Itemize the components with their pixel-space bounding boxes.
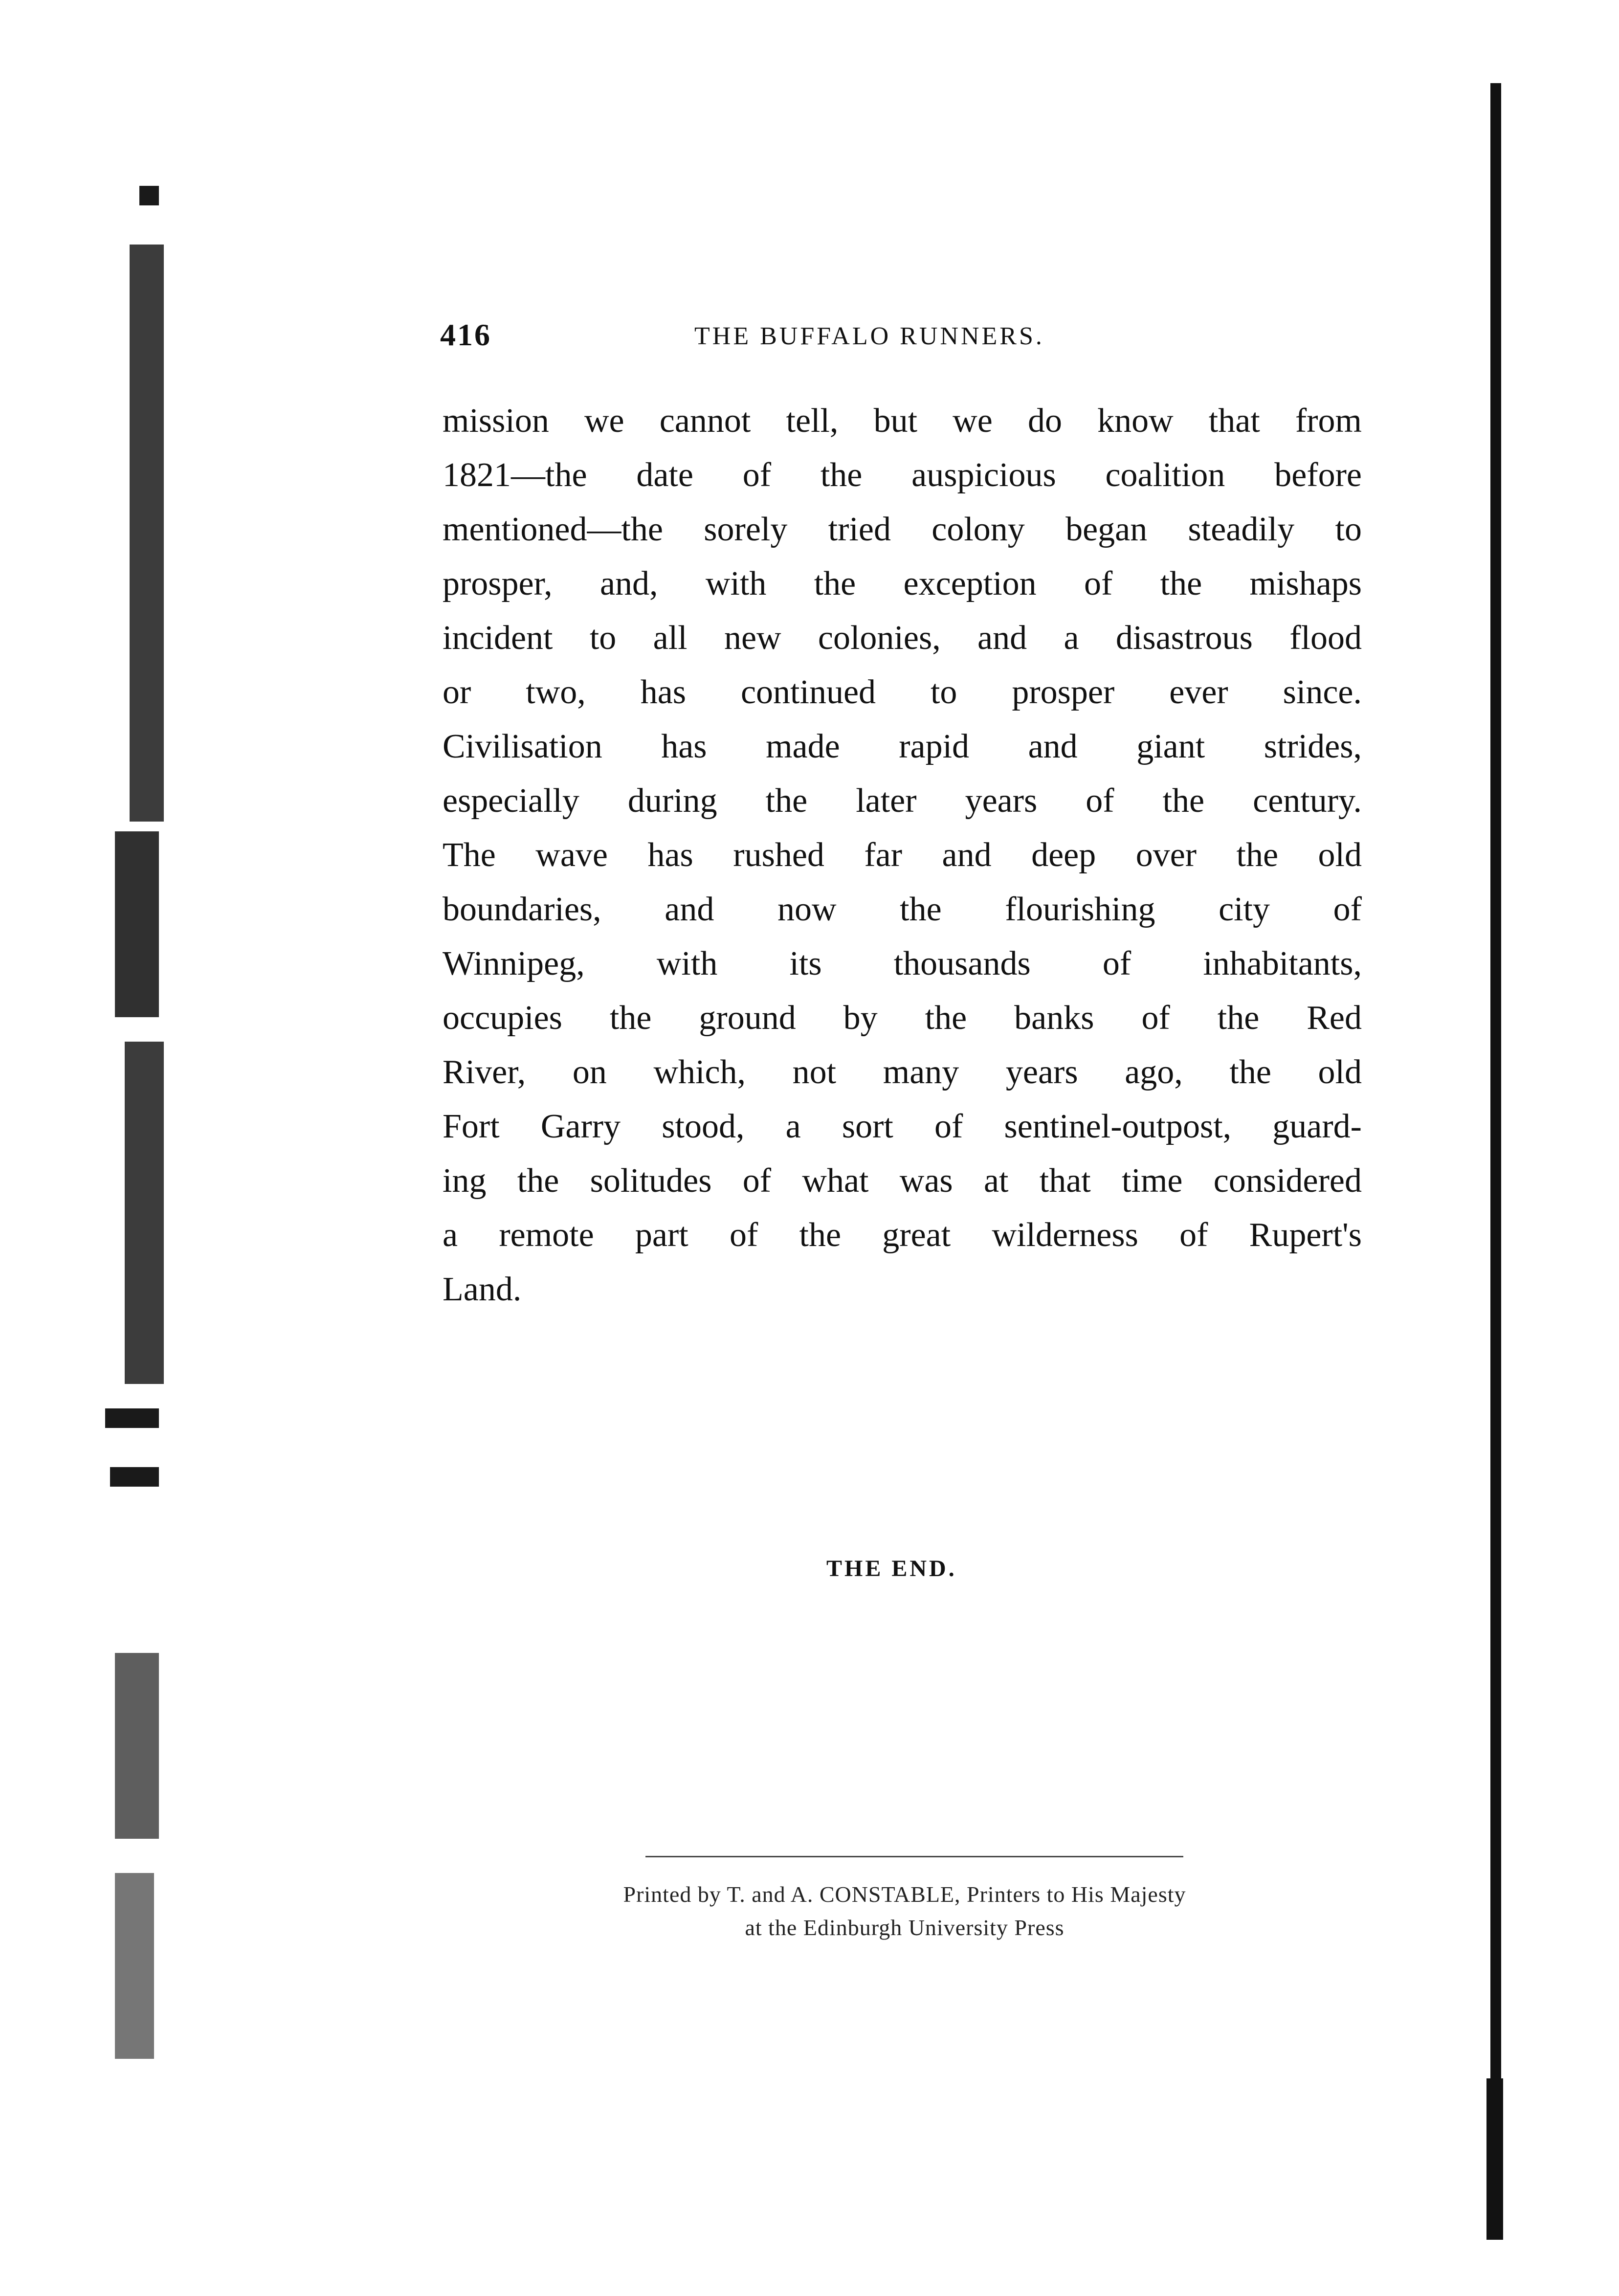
text-line: ing the solitudes of what was at that time considered bbox=[443, 1162, 1362, 1200]
text-line: Civilisation has made rapid and giant strides, bbox=[443, 728, 1362, 765]
running-title: THE BUFFALO RUNNERS. bbox=[694, 322, 1044, 350]
printer-line-2: at the Edinburgh University Press bbox=[745, 1915, 1065, 1940]
text-line: 1821—the date of the auspicious coalition before bbox=[443, 456, 1362, 494]
text-line: a remote part of the great wilderness of Rupert's bbox=[443, 1216, 1362, 1254]
the-end: THE END. bbox=[826, 1556, 957, 1582]
text-line: Land. bbox=[443, 1271, 522, 1308]
text-line: Winnipeg, with its thousands of inhabitants, bbox=[443, 945, 1362, 982]
page-number: 416 bbox=[440, 317, 491, 352]
body-text bbox=[443, 394, 1362, 1316]
text-line: or two, has continued to prosper ever since. bbox=[443, 673, 1362, 711]
text-line: The wave has rushed far and deep over the old bbox=[443, 836, 1362, 874]
text-line: mission we cannot tell, but we do know that from bbox=[443, 402, 1362, 440]
text-line: boundaries, and now the flourishing city of bbox=[443, 891, 1362, 928]
right-scan-edge bbox=[1481, 83, 1510, 2240]
printer-line-1: Printed by T. and A. CONSTABLE, Printers to His Majesty bbox=[623, 1882, 1186, 1907]
running-head bbox=[440, 317, 1359, 361]
text-line: prosper, and, with the exception of the mishaps bbox=[443, 565, 1362, 602]
text-line: mentioned—the sorely tried colony began steadily to bbox=[443, 511, 1362, 548]
printer-imprint bbox=[513, 1878, 1296, 1944]
printer-rule bbox=[645, 1856, 1183, 1857]
left-scan-edge bbox=[95, 186, 174, 2093]
text-line: especially during the later years of the century. bbox=[443, 782, 1362, 820]
text-line: Fort Garry stood, a sort of sentinel-outpost, guard- bbox=[443, 1108, 1362, 1145]
text-line: incident to all new colonies, and a disastrous flood bbox=[443, 619, 1362, 657]
text-line: occupies the ground by the banks of the Red bbox=[443, 999, 1362, 1037]
text-line: River, on which, not many years ago, the old bbox=[443, 1053, 1362, 1091]
